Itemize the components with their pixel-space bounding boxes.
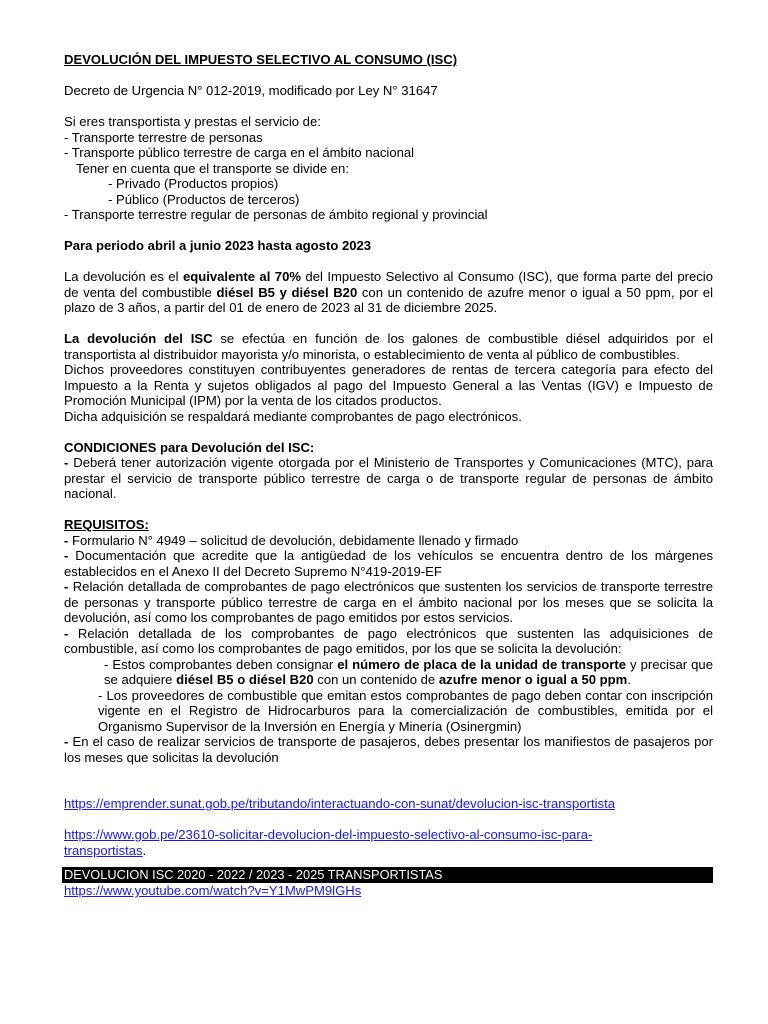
service-item: - Transporte público terrestre de carga en el ámbito nacional [64,145,415,160]
text-run: Deberá tener autorización vigente otorgada por el Ministerio de Transportes y Comunicaciones (MTC), para prestar el servicio de transporte público terrestre de carga o de transporte regular de personas de ámbito nacional. [64,455,713,501]
requirement-subitem: - Los proveedores de combustible que emitan estos comprobantes de pago deben contar con inscripción vigente en el Registro de Hidrocarburos para la comercialización de combustibles, emitida por el Organismo Supervisor de la Inversión en Energía y Minería (Osinergmin) [98,687,713,734]
refund-basis-paragraph [64,331,713,362]
dash: - [64,579,69,594]
bold-text-run: el número de placa de la unidad de transporte [337,656,627,672]
text-run: Relación detallada de los comprobantes de pago electrónicos que sustenten las adquisiciones de combustible, así como los comprobantes de pago emitidos, por los que se solicita la devolución: [64,625,713,656]
service-item: - Transporte terrestre regular de personas de ámbito regional y provincial [64,207,488,222]
text-run: Relación detallada de comprobantes de pago electrónicos que sustenten los servicios de transporte terrestre de personas y transporte público terrestre de carga en el ámbito nacional por los meses que se solicita la devolución, así como los comprobantes de pago emitidos por estos servicios. [64,579,713,625]
text-run: - Estos comprobantes deben consignar [104,656,338,672]
text-run: . [627,672,631,687]
text-run: y precisar que se adquiere [104,656,713,687]
transport-type-item: - Privado (Productos propios) [108,176,279,191]
text-run: Formulario N° 4949 – solicitud de devolución, debidamente llenado y firmado [68,532,519,548]
providers-paragraph: Dichos proveedores constituyen contribuyentes generadores de rentas de tercera categoría para efecto del Impuesto a la Renta y sujetos obligados al pago del Impuesto General a las Ventas (IGV) e Impuesto de Promoción Municipal (IPM) por la venta de los citados productos. [64,362,713,408]
intro-text: Si eres transportista y prestas el servicio de: [64,114,321,129]
dash: - [64,734,69,749]
transport-type-item: - Público (Productos de terceros) [108,191,300,207]
sunat-link-line [64,796,713,812]
decree-reference: Decreto de Urgencia N° 012-2019, modificado por Ley N° 31647 [64,83,438,98]
text-run: con un contenido de [313,672,439,687]
bold-text-run: equivalente al 70% [182,269,301,284]
requirement-item [64,626,713,657]
document-page [64,52,713,899]
requirement-item [64,548,713,579]
dash: - [64,532,69,548]
youtube-link[interactable]: https://www.youtube.com/watch?v=Y1MwPM9lGHs [64,883,362,898]
bold-text-run: diésel B5 o diésel B20 [176,672,314,687]
sunat-link[interactable]: https://emprender.sunat.gob.pe/tributando/interactuando-con-sunat/devolucion-isc-transportista [64,796,615,811]
requirement-item [64,734,713,765]
dash: - [64,625,69,641]
text-run: La devolución es el [64,269,183,284]
dash: - [64,548,69,563]
video-title-bar: DEVOLUCION ISC 2020 - 2022 / 2023 - 2025 TRANSPORTISTAS [62,867,713,883]
text-run: Documentación que acredite que la antigüedad de los vehículos se encuentra dentro de los márgenes establecidos en el Anexo II del Decreto Supremo N°419-2019-EF [64,548,713,579]
service-item: - Transporte terrestre de personas [64,129,263,145]
requirement-item [64,533,713,549]
text-run: con un contenido de azufre menor o igual a 50 ppm, por el plazo de 3 años, a partir del 01 de enero de 2023 al 31 de diciembre 2025. [64,284,713,315]
bold-text-run: diésel B5 y diésel B20 [216,284,358,300]
bold-text-run: azufre menor o igual a 50 ppm [438,672,628,687]
dash: - [64,455,69,470]
youtube-link-line [64,883,713,899]
link-text-run: transportistas [64,842,143,858]
refund-percentage-paragraph [64,269,713,316]
requirement-item [64,579,713,626]
bold-text-run: La devolución del ISC [64,331,213,346]
acquisition-paragraph: Dicha adquisición se respaldará mediante comprobantes de pago electrónicos. [64,408,522,424]
link-text-run: https://www.gob.pe/23610-solicitar-devolucion-del-impuesto-selectivo-al-consumo-isc-para- [64,827,593,842]
requirement-subitem [64,657,713,688]
requirements-heading: REQUISITOS: [64,517,149,532]
text-run: . [142,842,147,858]
gob-link-line [64,827,713,858]
conditions-heading: CONDICIONES para Devolución del ISC: [64,439,315,455]
transport-note: Tener en cuenta que el transporte se divide en: [76,160,349,176]
text-run: del Impuesto Selectivo al Consumo (ISC), que forma parte del precio de venta del combustible [64,269,713,300]
condition-item [64,455,713,502]
text-run: En el caso de realizar servicios de transporte de pasajeros, debes presentar los manifiestos de pasajeros por los meses que solicitas la devolución [64,734,713,765]
period-heading: Para periodo abril a junio 2023 hasta agosto 2023 [64,238,372,253]
document-title: DEVOLUCIÓN DEL IMPUESTO SELECTIVO AL CONSUMO (ISC) [64,52,458,67]
text-run: se efectúa en función de los galones de combustible diésel adquiridos por el transportista al distribuidor mayorista y/o minorista, o establecimiento de venta al público de combustibles. [64,331,713,362]
